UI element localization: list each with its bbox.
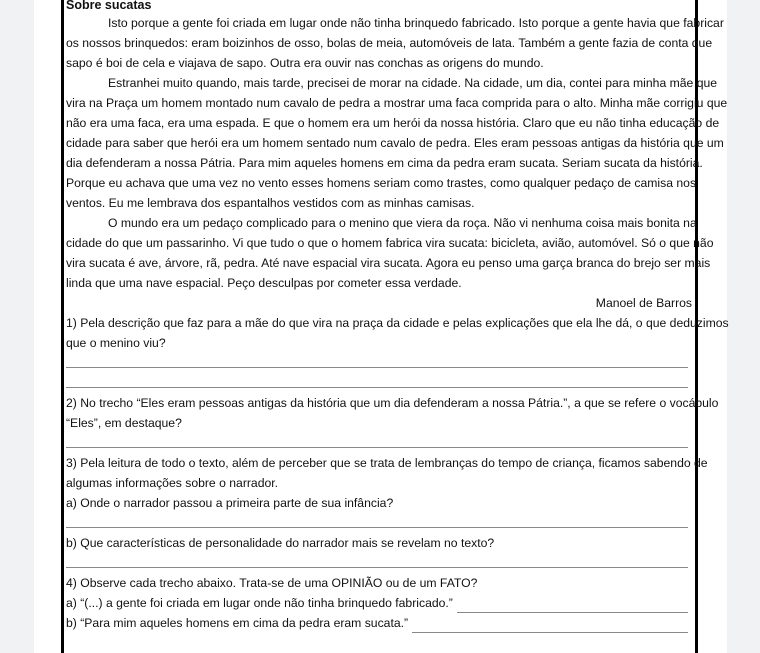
question-4b xyxy=(66,613,692,633)
text-line: dia defenderam a nossa Pátria. Para mim aqueles homens em cima da pedra eram sucata. Seriam sucata da história. xyxy=(66,156,703,170)
answer-blank[interactable] xyxy=(412,618,688,633)
paragraph-1 xyxy=(66,13,724,73)
document-content xyxy=(66,0,729,633)
text-line: vira sucata é ave, árvore, rã, pedra. Até nave espacial vira sucata. Agora eu penso uma garça branca do brejo ser mais xyxy=(66,256,711,270)
text-line: Estranhei muito quando, mais tarde, precisei de morar na cidade. Na cidade, um dia, contei para minha mãe que xyxy=(108,76,718,90)
author-name: Manoel de Barros xyxy=(595,296,692,310)
paragraph-3 xyxy=(66,213,714,293)
text-line: O mundo era um pedaço complicado para o menino que viera da roça. Não vi nenhuma coisa mais bonita na xyxy=(108,216,697,230)
text-line: Porque eu achava que uma vez no vento esses homens seriam como trastes, como qualquer pedaço de camisa nos xyxy=(66,176,697,190)
question-2 xyxy=(66,393,719,453)
question-3b-text: b) Que características de personalidade do narrador mais se revelam no texto? xyxy=(66,536,495,550)
question-text: algumas informações sobre o narrador. xyxy=(66,476,279,490)
text-line: não era uma faca, era uma espada. E que o homem era um herói da nossa história. Claro que eu não tinha educação de xyxy=(66,116,720,130)
question-text: 4) Observe cada trecho abaixo. Trata-se de uma OPINIÃO ou de um FATO? xyxy=(66,576,478,590)
question-text: 2) No trecho “Eles eram pessoas antigas da história que um dia defenderam a nossa Pátria.”, a que se refere o vocábulo xyxy=(66,396,719,410)
text-line: cidade do que um passarinho. Vi que tudo o que o homem fabrica vira sucata: bicicleta, avião, automóvel. Só o que não xyxy=(66,236,714,250)
text-line: vira na Praça um homem montado num cavalo de pedra a mostrar uma faca comprida para o alto. Minha mãe corrigiu que xyxy=(66,96,728,110)
question-4a-text: a) “(...) a gente foi criada em lugar onde não tinha brinquedo fabricado.” xyxy=(66,596,453,610)
document-title: Sobre sucatas xyxy=(66,0,152,12)
answer-line[interactable] xyxy=(66,353,692,373)
question-text: 1) Pela descrição que faz para a mãe do que vira na praça da cidade e pelas explicações que ela lhe dá, o que deduzimos xyxy=(66,316,729,330)
answer-line[interactable] xyxy=(66,373,692,393)
question-4a xyxy=(66,593,692,613)
answer-line[interactable] xyxy=(66,433,692,453)
question-1 xyxy=(66,313,729,393)
answer-line[interactable] xyxy=(66,513,692,533)
text-line: cidade para saber que herói era um homem sentado num cavalo de pedra. Eles eram pessoas antigas da história que um xyxy=(66,136,724,150)
text-line: sapo é boi de cela e viajava de sapo. Outra era ouvir nas conchas as origens do mundo. xyxy=(66,56,544,70)
question-3 xyxy=(66,453,708,573)
answer-line[interactable] xyxy=(66,553,692,573)
paragraph-2 xyxy=(66,73,728,213)
text-line: Isto porque a gente foi criada em lugar onde não tinha brinquedo fabricado. Isto porque a gente havia que fabricar xyxy=(108,16,724,30)
question-text: “Eles”, em destaque? xyxy=(66,416,182,430)
question-3a-text: a) Onde o narrador passou a primeira parte de sua infância? xyxy=(66,496,394,510)
question-4b-text: b) “Para mim aqueles homens em cima da pedra eram sucata.” xyxy=(66,616,409,630)
text-line: ventos. Eu me lembrava dos espantalhos vestidos com as minhas camisas. xyxy=(66,196,475,210)
text-line: linda que uma nave espacial. Peço desculpas por cometer essa verdade. xyxy=(66,276,462,290)
text-line: os nossos brinquedos: eram boizinhos de osso, bolas de meia, automóveis de lata. Também a gente fazia de conta que xyxy=(66,36,713,50)
question-text: que o menino viu? xyxy=(66,336,166,350)
question-text: 3) Pela leitura de todo o texto, além de perceber que se trata de lembranças do tempo de criança, ficamos sabendo de xyxy=(66,456,708,470)
answer-blank[interactable] xyxy=(457,598,688,613)
question-4 xyxy=(66,573,692,633)
